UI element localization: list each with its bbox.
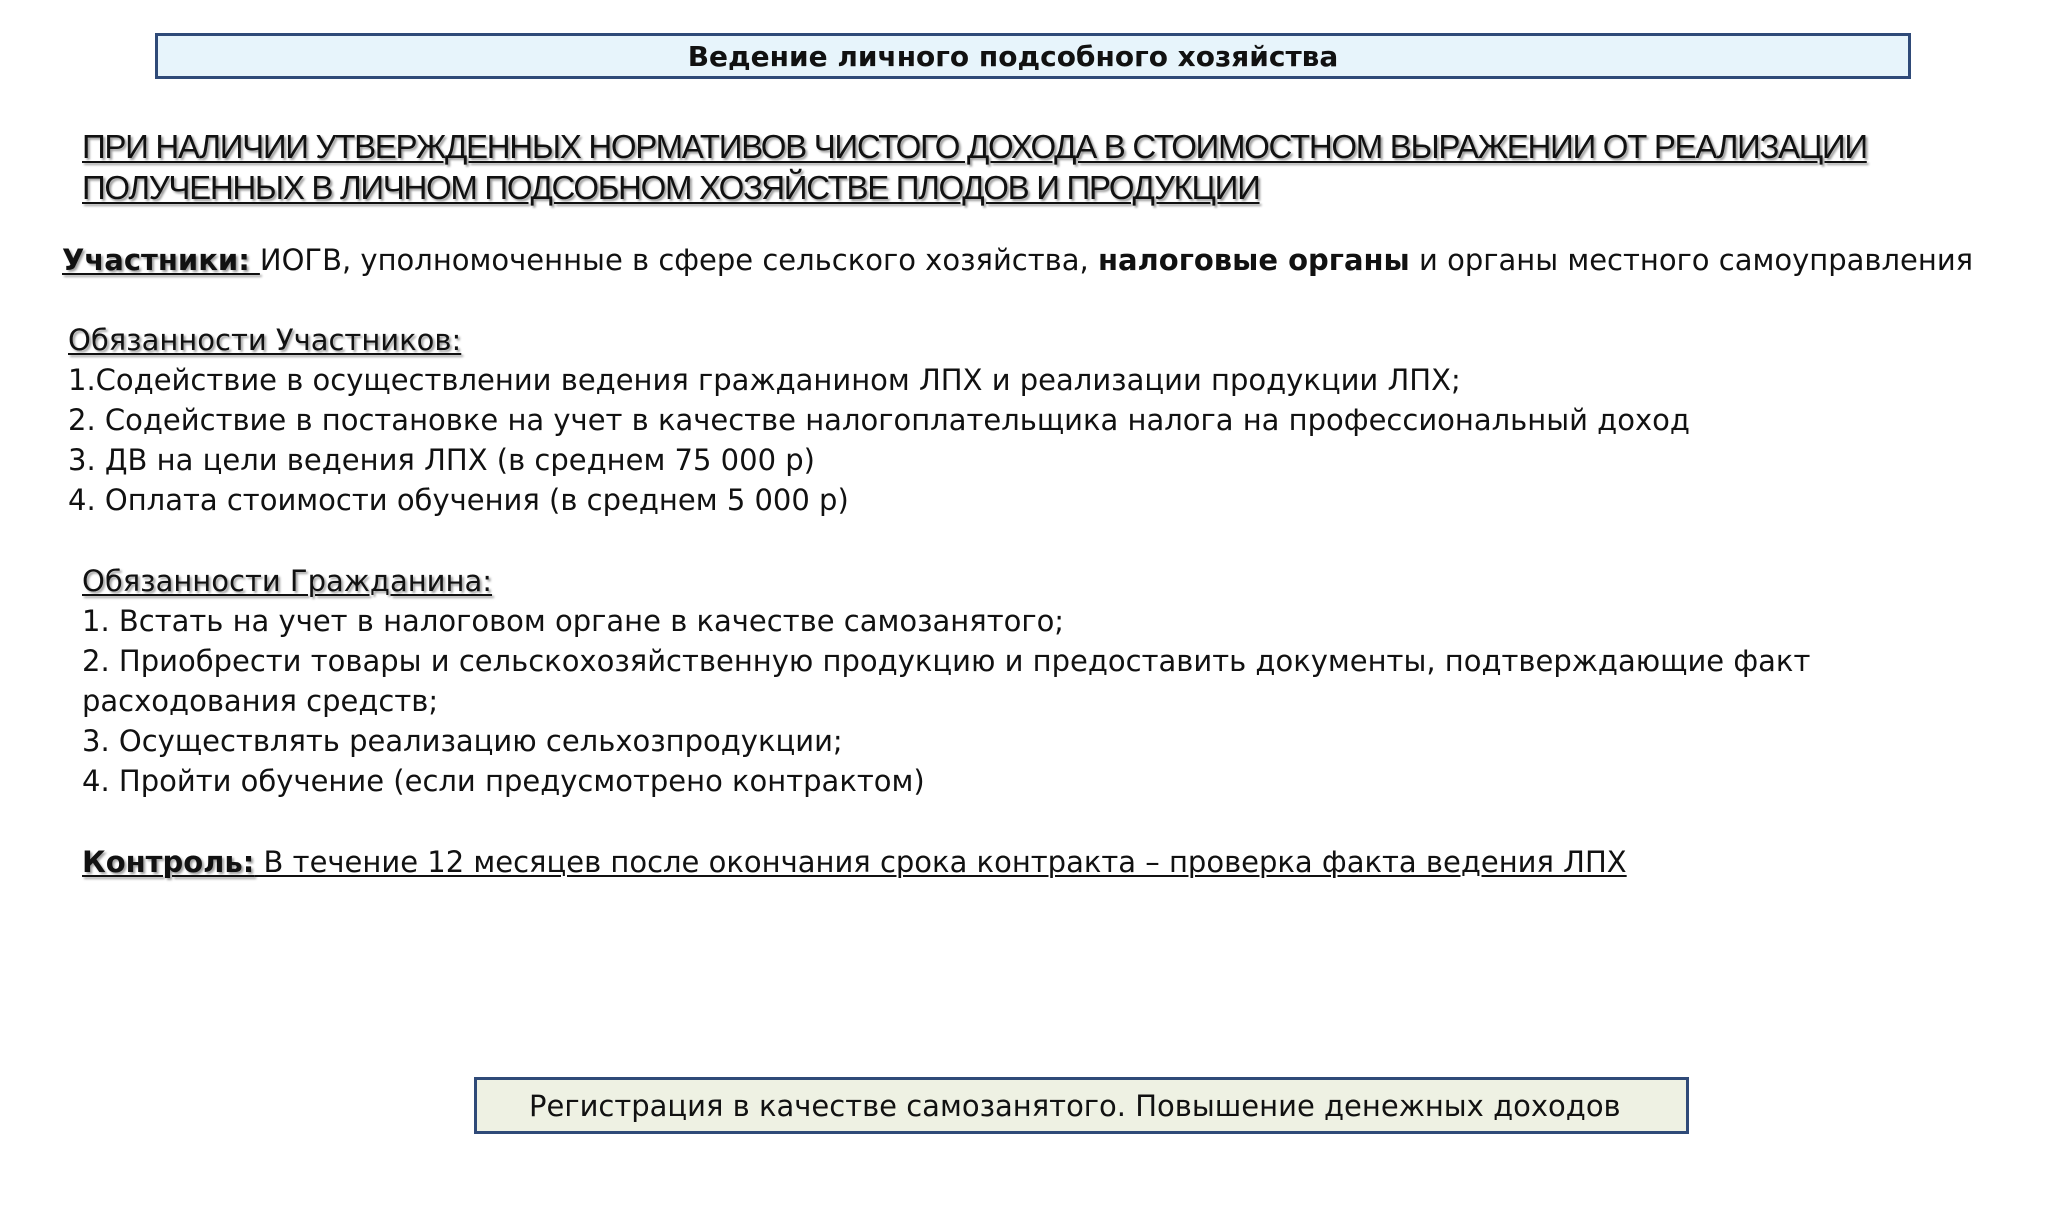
title-box — [155, 33, 1911, 79]
participants-text: ИОГВ, уполномоченные в сфере сельского хозяйства, — [259, 243, 1098, 277]
participants-line — [62, 240, 1973, 280]
participant-duties-heading: Обязанности Участников: — [68, 323, 462, 357]
control-label: Контроль: — [82, 845, 255, 879]
participant-duties — [68, 320, 1690, 520]
list-item: 3. ДВ на цели ведения ЛПХ (в среднем 75 000 р) — [68, 443, 815, 477]
headline-line-1: ПРИ НАЛИЧИИ УТВЕРЖДЕННЫХ НОРМАТИВОВ ЧИСТОГО ДОХОДА В СТОИМОСТНОМ ВЫРАЖЕНИИ ОТ РЕАЛИЗАЦИИ — [82, 128, 1867, 165]
citizen-duties — [82, 561, 1810, 801]
list-item: 1. Встать на учет в налоговом органе в качестве самозанятого; — [82, 604, 1065, 638]
headline — [82, 126, 1882, 208]
control-text: В течение 12 месяцев после окончания срока контракта – проверка факта ведения ЛПХ — [254, 845, 1627, 879]
participants-text-end: и органы местного самоуправления — [1409, 243, 1974, 277]
list-item: 4. Оплата стоимости обучения (в среднем 5 000 р) — [68, 483, 849, 517]
list-item: 2. Приобрести товары и сельскохозяйственную продукцию и предоставить документы, подтверждающие факт — [82, 644, 1811, 678]
list-item: 4. Пройти обучение (если предусмотрено контрактом) — [82, 764, 925, 798]
footer-text: Регистрация в качестве самозанятого. Повышение денежных доходов — [529, 1088, 1621, 1123]
page-title: Ведение личного подсобного хозяйства — [687, 39, 1339, 73]
citizen-duties-heading: Обязанности Гражданина: — [82, 564, 493, 598]
list-item: 1.Содействие в осуществлении ведения гражданином ЛПХ и реализации продукции ЛПХ; — [68, 363, 1461, 397]
headline-line-2: ПОЛУЧЕННЫХ В ЛИЧНОМ ПОДСОБНОМ ХОЗЯЙСТВЕ ПЛОДОВ И ПРОДУКЦИИ — [82, 169, 1260, 206]
list-item: 3. Осуществлять реализацию сельхозпродукции; — [82, 724, 843, 758]
list-item: 2. Содействие в постановке на учет в качестве налогоплательщика налога на профессиональный доход — [68, 403, 1690, 437]
list-item: расходования средств; — [82, 684, 439, 718]
participants-text-bold: налоговые органы — [1097, 243, 1410, 277]
control-line — [82, 842, 1627, 882]
participants-label: Участники: — [62, 243, 260, 277]
footer-box — [474, 1077, 1689, 1134]
